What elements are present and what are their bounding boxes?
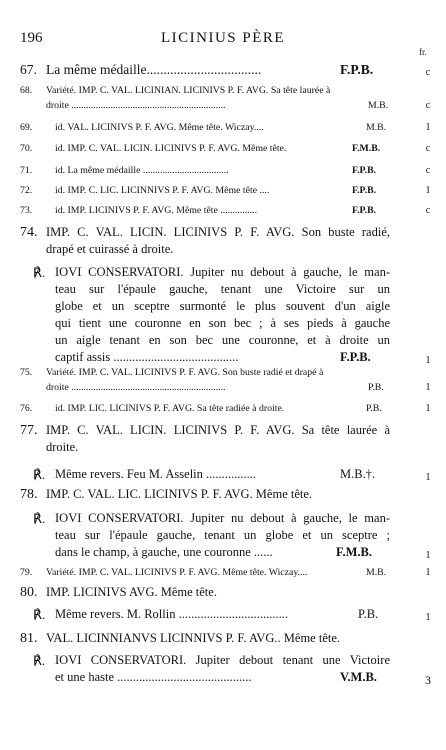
- entry-rarity: 1: [425, 382, 431, 393]
- entry-number: 75.: [20, 367, 33, 378]
- entry-rarity: 1: [425, 185, 431, 196]
- rarity-column-head: fr.: [419, 47, 427, 57]
- page-number: 196: [20, 30, 43, 46]
- entry-line: IOVI CONSERVATORI. Jupiter nu debout à gauche, le man-: [55, 511, 390, 525]
- entry-text: id. IMP. C. VAL. LICIN. LICINIVS P. F. AVG. Même tête.: [55, 143, 287, 154]
- entry-rarity: 1: [425, 122, 431, 133]
- entry-line: droite.: [46, 440, 79, 454]
- entry-ref: V.M.B.: [340, 670, 377, 684]
- entry-ref: M.B.: [368, 100, 389, 111]
- entry-ref: M.B.: [366, 122, 387, 133]
- entry-ref: F.P.B.: [352, 165, 377, 176]
- entry-number: 71.: [20, 165, 33, 176]
- entry-number: 72.: [20, 185, 33, 196]
- entry-lines: [46, 224, 390, 258]
- entry-rarity: c: [425, 165, 431, 176]
- entry-text: Même revers. Feu M. Asselin ................: [55, 467, 257, 481]
- entry-ref: P.B.: [358, 607, 379, 621]
- entry-ref: F.P.B.: [340, 62, 374, 77]
- entry-ref: M.B.: [366, 567, 387, 578]
- entry-number: 81.: [20, 631, 38, 646]
- entry-line: droite ...............................................................: [46, 382, 226, 393]
- entry-ref: F.M.B.: [336, 545, 372, 559]
- entry-rarity: 3: [425, 673, 431, 687]
- entry-line: un aigle tenant en son bec une couronne, et à droite un: [55, 333, 390, 347]
- entry-ref: F.P.B.: [352, 185, 377, 196]
- entry-number: 74.: [20, 225, 38, 240]
- entry-text: IMP. C. VAL. LIC. LICINIVS P. F. AVG. Même tête.: [46, 487, 313, 501]
- entry-number: 69.: [20, 122, 33, 133]
- entry-text: Même revers. M. Rollin ...................................: [55, 607, 288, 621]
- entry-rarity: c: [425, 67, 431, 78]
- entry-ref: F.P.B.: [352, 205, 377, 216]
- entry-text: id. IMP. C. LIC. LICINNIVS P. F. AVG. Même tête ....: [55, 185, 270, 196]
- entry-line: teau sur l'épaule gauche, tenant une Victoire sur un: [55, 282, 390, 296]
- reverse-glyph: ℟.: [33, 653, 46, 668]
- entry-line: IOVI CONSERVATORI. Jupiter nu debout à gauche, le man-: [55, 265, 390, 279]
- entry-number: 76.: [20, 403, 33, 414]
- entry-rarity: 1: [425, 472, 431, 483]
- entry-rarity: 1: [425, 355, 431, 366]
- reverse-glyph: ℟.: [33, 607, 46, 622]
- entry-number: 73.: [20, 205, 33, 216]
- entry-ref: F.M.B.: [352, 143, 381, 154]
- entry-ref: P.B.: [366, 403, 382, 414]
- entry-line: droite ...............................................................: [46, 100, 226, 111]
- running-title: LICINIUS PÈRE: [160, 30, 286, 46]
- entry-number: 79.: [20, 567, 33, 578]
- entry-text: Variété. IMP. C. VAL. LICINIVS P. F. AVG. Même tête. Wiczay....: [46, 567, 308, 578]
- entry-line: Variété. IMP. C. VAL. LICINIAN. LICINIVS P. F. AVG. Sa tête laurée à: [46, 85, 331, 96]
- entry-line: IMP. C. VAL. LICIN. LICINIVS P. F. AVG. Sa tête laurée à: [46, 423, 390, 437]
- entry-rarity: 1: [425, 612, 431, 623]
- entry-text: IMP. LICINIVS AVG. Même tête.: [46, 585, 217, 599]
- entry-text: id. La même médaille ...................................: [55, 165, 229, 176]
- entry-rarity: c: [425, 143, 431, 154]
- entry-rarity: c: [425, 100, 431, 111]
- entry-line: captif assis ........................................: [55, 350, 239, 364]
- entry-number: 67.: [20, 62, 37, 77]
- reverse-glyph: ℟.: [33, 265, 46, 280]
- entry-number: 78.: [20, 487, 38, 502]
- entry-line: teau sur l'épaule gauche, tenant un globe et un sceptre ;: [55, 528, 390, 542]
- reverse-glyph: ℟.: [33, 467, 46, 482]
- entry-ref: M.B.†.: [340, 467, 376, 481]
- entry-rarity: 1: [425, 567, 431, 578]
- entry-rarity: 1: [425, 550, 431, 561]
- entry-line: Variété. IMP. C. VAL. LICINIVS P. F. AVG. Son buste radié et drapé à: [46, 367, 324, 378]
- entry-number: 68.: [20, 85, 33, 96]
- entry-rarity: 1: [425, 403, 431, 414]
- entry-line: qui tient une couronne en son bec ; à ses pieds à gauche: [55, 316, 390, 330]
- reverse-glyph: ℟.: [33, 511, 46, 526]
- entry-line: IMP. C. VAL. LICIN. LICINIVS P. F. AVG. Son buste radié,: [46, 225, 390, 239]
- entry-text: id. IMP. LIC. LICINIVS P. F. AVG. Sa tête radiée à droite.: [55, 403, 285, 414]
- entry-text: id. IMP. LICINIVS P. F. AVG. Même tête ...............: [55, 205, 258, 216]
- entry-ref: F.P.B.: [340, 350, 371, 364]
- entry-rarity: c: [425, 205, 431, 216]
- entry-line: et une haste ...........................................: [55, 670, 252, 684]
- entry-text: id. VAL. LICINIVS P. F. AVG. Même tête. Wiczay....: [55, 122, 264, 133]
- entry-number: 77.: [20, 423, 38, 438]
- entry-lines: [46, 422, 390, 456]
- entry-line: IOVI CONSERVATORI. Jupiter debout tenant une Victoire: [55, 653, 390, 667]
- entry-line: dans le champ, à gauche, une couronne ......: [55, 545, 273, 559]
- entry-ref: P.B.: [368, 382, 384, 393]
- entry-number: 70.: [20, 143, 33, 154]
- entry-text: VAL. LICINNIANVS LICINNIVS P. F. AVG.. Même tête.: [46, 631, 341, 645]
- entry-line: drapé et cuirassé à droite.: [46, 242, 174, 256]
- entry-line: globe et un sceptre surmonté le plus souvent d'un aigle: [55, 299, 390, 313]
- entry-number: 80.: [20, 585, 38, 600]
- entry-text: La même médaille..................................: [46, 62, 262, 77]
